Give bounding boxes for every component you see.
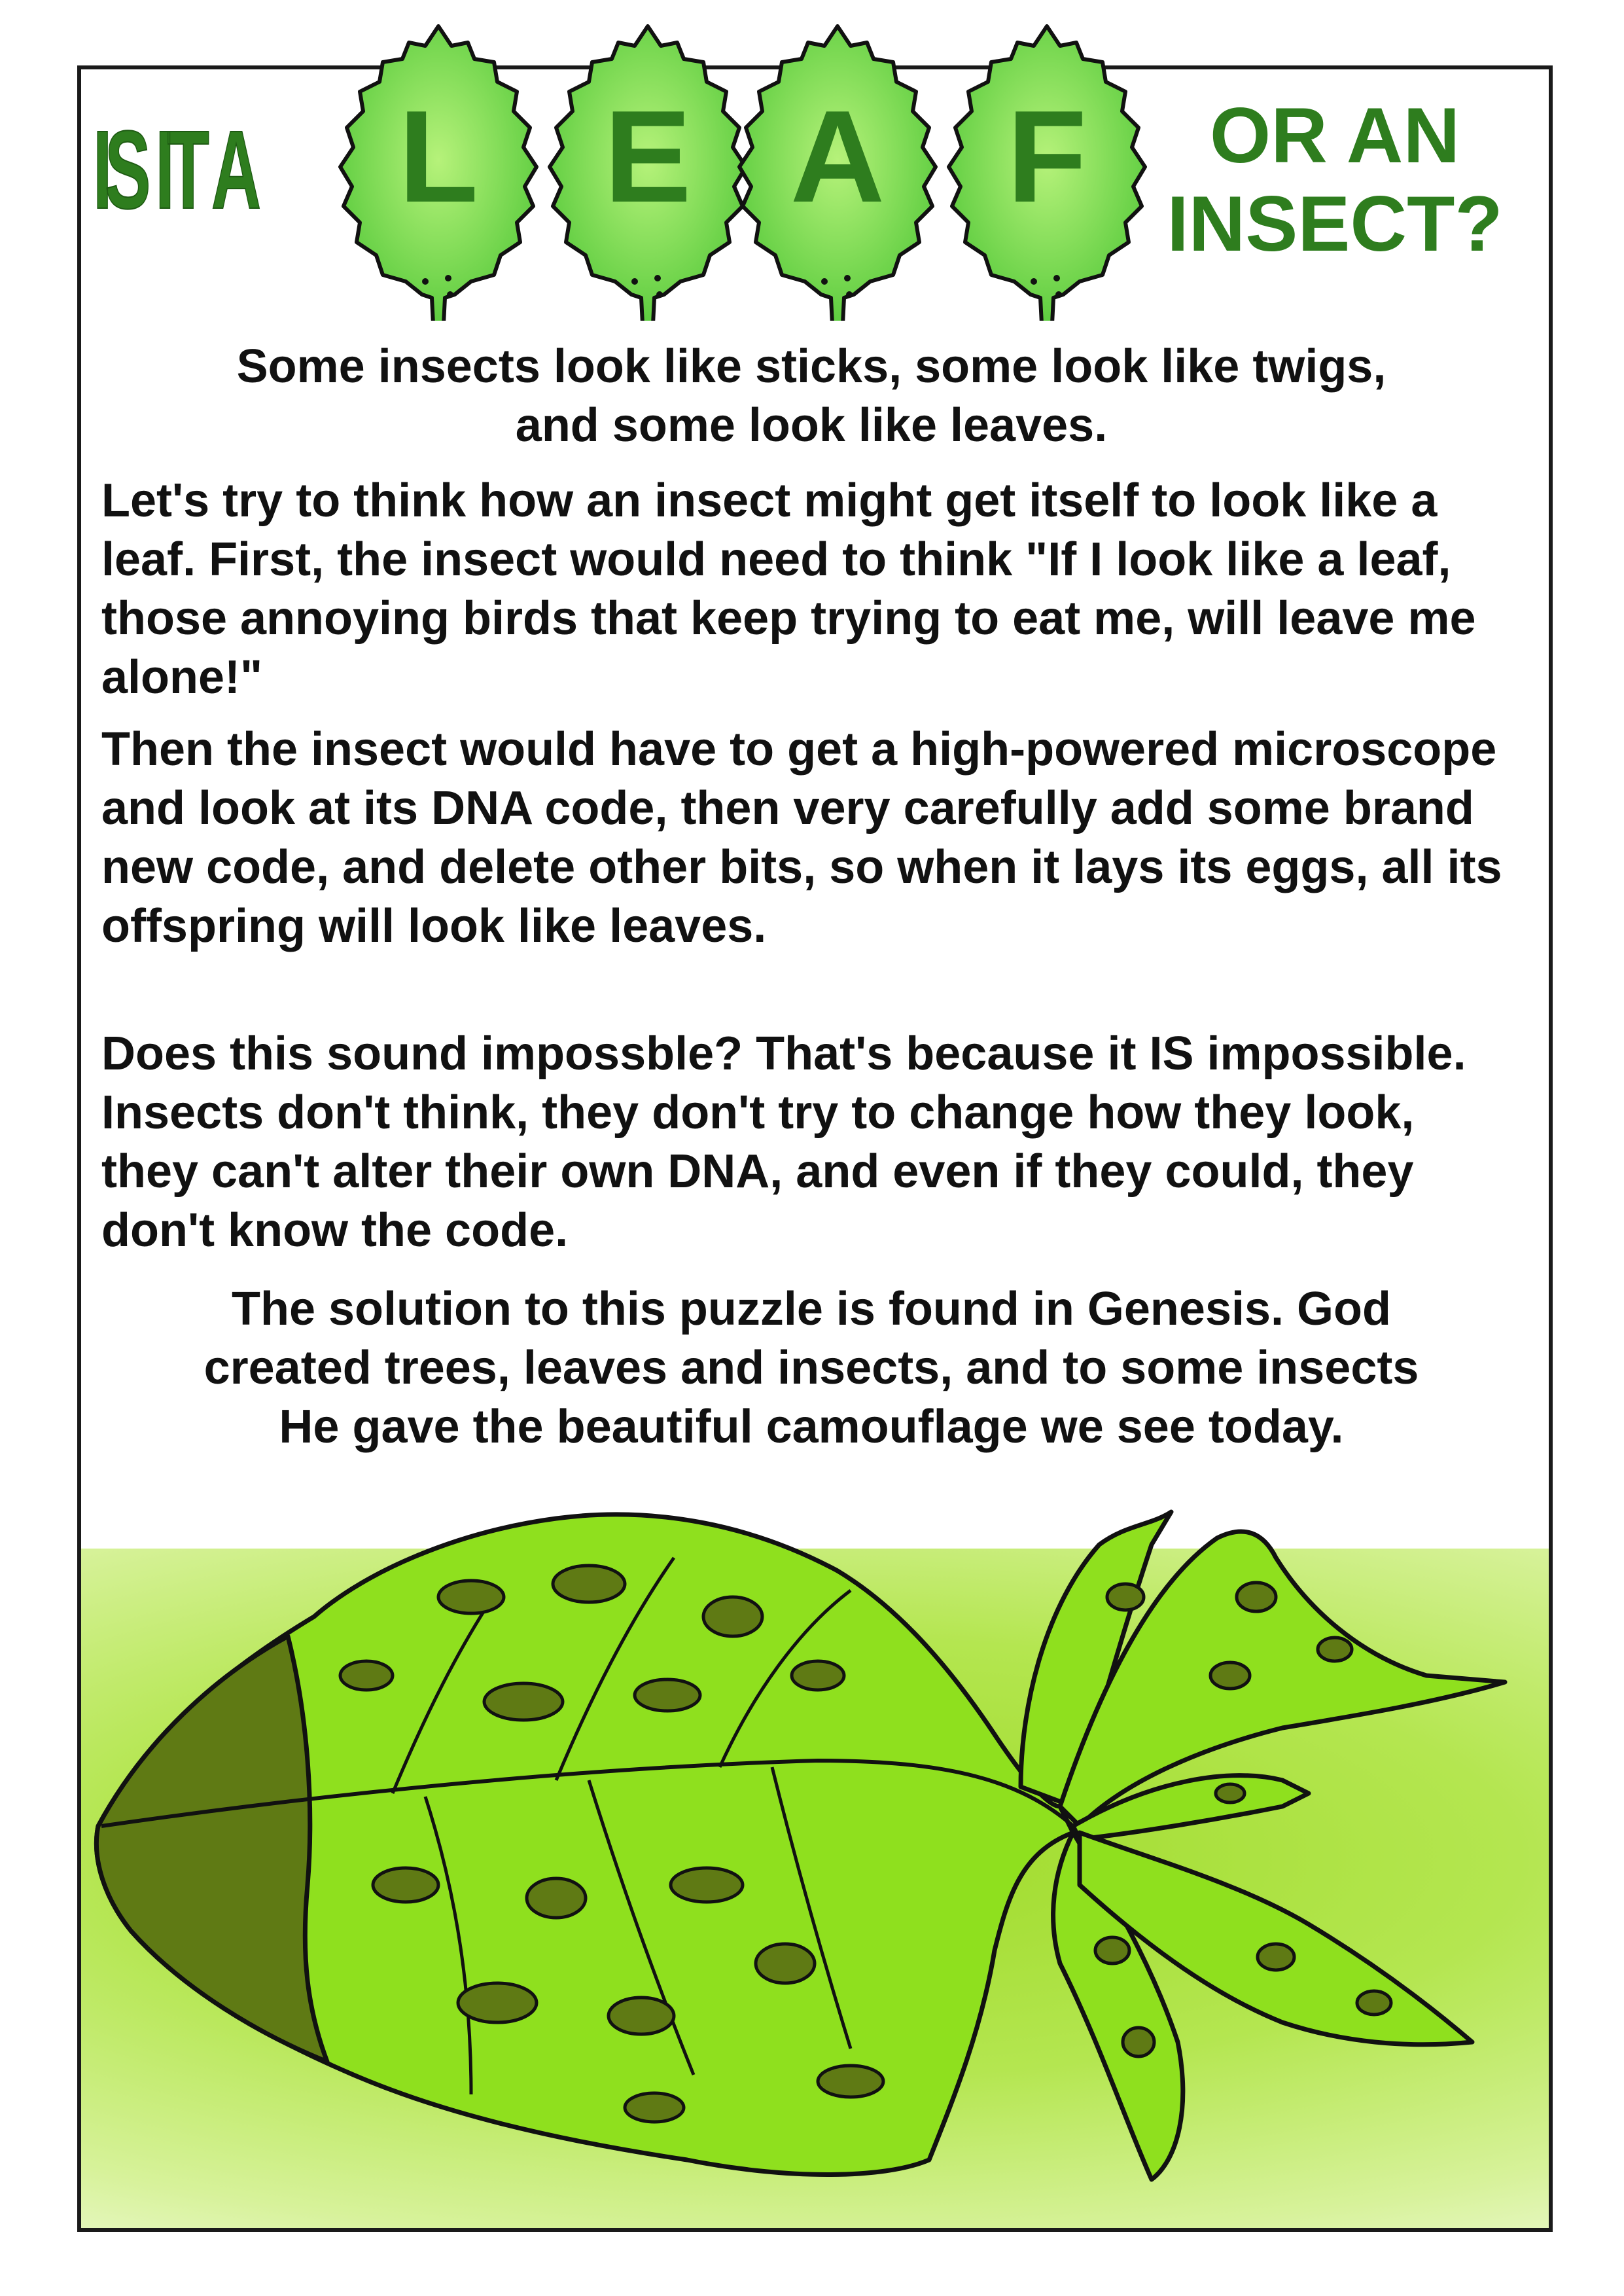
solution-line1: The solution to this puzzle is found in Genesis. God	[231, 1283, 1391, 1335]
think-paragraph: Let's try to think how an insect might get itself to look like a leaf. First, the insect would need to think "If I look like a leaf, those annoying birds that keep trying to eat me, will leave me alone!"	[101, 475, 1476, 704]
impossible-paragraph: Does this sound impossble? That's because it IS impossible. Insects don't think, they don't try to change how they look, they can't alter their own DNA, and even if they could, they don't know the code.	[101, 1028, 1466, 1257]
intro-line1: Some insects look like sticks, some look like twigs,	[236, 340, 1386, 393]
title-suffix-line1: OR AN	[1209, 92, 1460, 179]
title-suffix-line2: INSECT?	[1167, 180, 1503, 268]
intro-line2: and some look like leaves.	[515, 399, 1108, 452]
title-letter-l: L	[398, 84, 479, 230]
solution-line3: He gave the beautiful camouflage we see today.	[279, 1401, 1344, 1453]
dna-paragraph: Then the insect would have to get a high-powered microscope and look at its DNA code, then very carefully add some brand new code, and delete other bits, so when it lays its eggs, all its offspring will look like leaves.	[101, 723, 1502, 952]
title-letter-f: F	[1006, 84, 1087, 230]
title-prefix: IS IT A	[93, 108, 254, 232]
solution-line2: created trees, leaves and insects, and to some insects	[203, 1342, 1419, 1394]
title-letter-a: A	[790, 84, 885, 230]
title-letter-e: E	[604, 84, 692, 230]
